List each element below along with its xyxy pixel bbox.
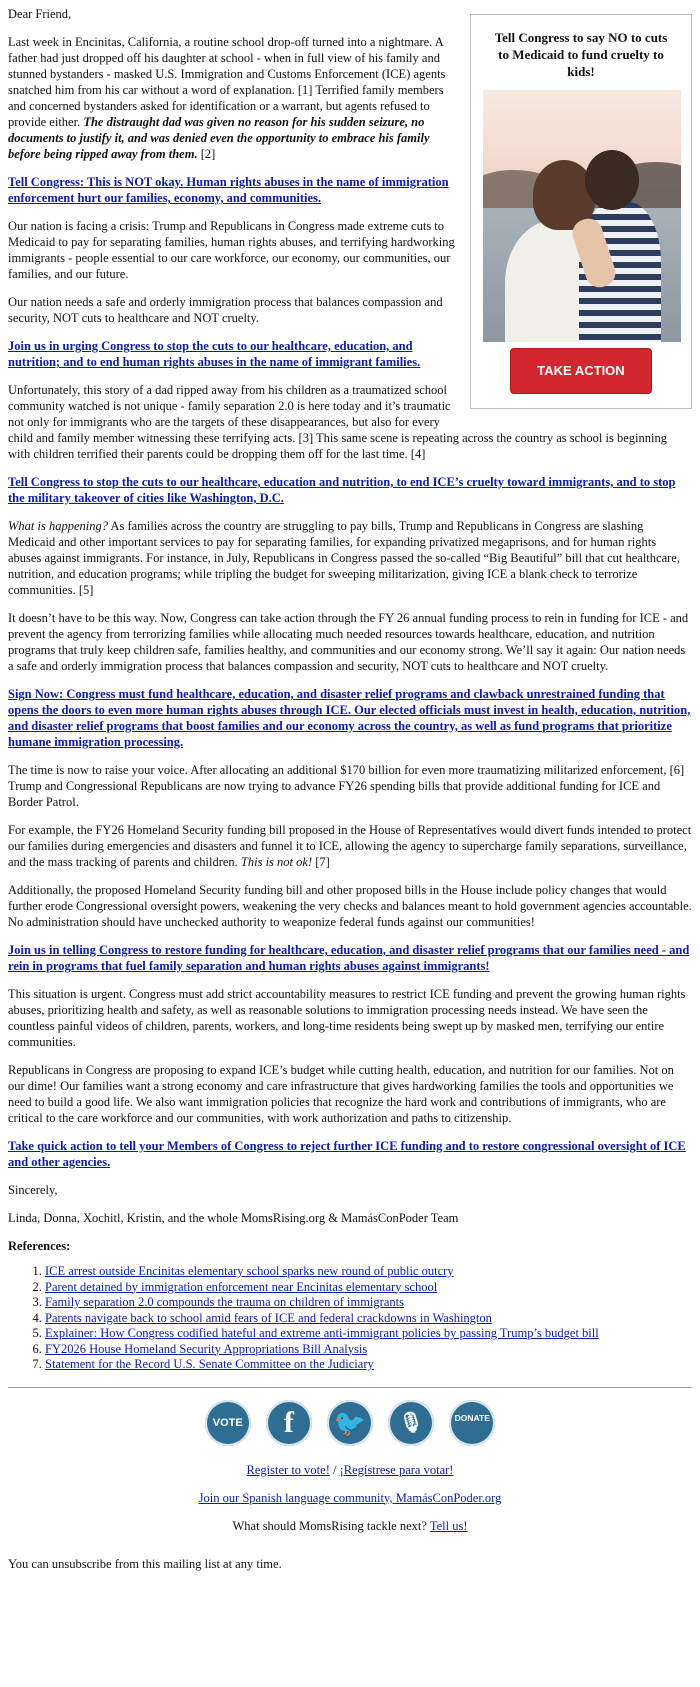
paragraph-raise-voice: The time is now to raise your voice. After allocating an additional $170 billion for even more traumatizing militarized enforcement, [6] Trump and Congressional Republicans are now trying to advance FY26 spending bills that provide additional funding for ICE and Border Patrol.: [8, 763, 685, 809]
tell-congress-link[interactable]: Tell Congress: This is NOT okay. Human rights abuses in the name of immigration enforcement hurt our families, economy, and communities.: [8, 175, 449, 205]
homeland-bill-text: For example, the FY26 Homeland Security funding bill proposed in the House of Representatives would divert funds intended to protect our families during emergencies and disasters and funnel it to ICE, allowing the agency to supercharge family separations, surveillance, and the mass tracking of parents and children.: [8, 823, 692, 869]
reference-item: [45, 1311, 692, 1327]
signature: Linda, Donna, Xochitl, Kristin, and the whole MomsRising.org & MamásConPoder Team: [8, 1211, 459, 1225]
reference-link-4[interactable]: Parents navigate back to school amid fears of ICE and federal crackdowns in Washington: [45, 1310, 492, 1325]
paragraph-homeland-bill: [8, 822, 692, 870]
email-body: [8, 6, 692, 1584]
reference-link-5[interactable]: Explainer: How Congress codified hateful and extreme anti-immigrant policies by passing Trump’s budget bill: [45, 1326, 599, 1340]
paragraph-urgent: This situation is urgent. Congress must add strict accountability measures to restrict ICE funding and prevent the growing human rights abuses, prioritizing health and safety, as well as reasonable solutions to immigration processing needs instead. We have seen the countless painful videos of children, parents, workers, and long-time residents being swept up by masked men, terrifying our entire communities.: [8, 987, 686, 1049]
restore-funding-link[interactable]: Join us in telling Congress to restore funding for healthcare, education, and disaster relief programs that our families need - and rein in programs that fuel family separation and human rights abuses against immigrants!: [8, 943, 690, 973]
urge-congress-link[interactable]: Join us in urging Congress to stop the cuts to our healthcare, education, and nutrition; and to end human rights abuses in the name of immigrant families.: [8, 339, 421, 369]
podcast-microphone-icon[interactable]: 🎙: [388, 1400, 434, 1446]
intro-ref: [2]: [197, 147, 216, 161]
reference-link-6[interactable]: FY2026 House Homeland Security Appropriations Bill Analysis: [45, 1341, 368, 1356]
footer-divider: [8, 1387, 692, 1388]
mother-and-child-photo[interactable]: [483, 90, 681, 342]
take-action-button[interactable]: TAKE ACTION: [510, 348, 652, 394]
reference-link-3[interactable]: Family separation 2.0 compounds the trauma on children of immigrants: [45, 1295, 404, 1309]
sidebar-title: Tell Congress to say NO to cuts to Medicaid to fund cruelty to kids!: [494, 30, 668, 79]
reference-link-1[interactable]: ICE arrest outside Encinitas elementary school sparks new round of public outcry: [45, 1264, 454, 1278]
homeland-bill-emphasis: This is not ok!: [240, 855, 313, 869]
paragraph-oversight: Additionally, the proposed Homeland Security funding bill and other proposed bills in the House include policy changes that would further erode Congressional oversight powers, weakening the very checks and balances meant to hold government agencies accountable. No administration should have unchecked authority to weaponize federal funds against our communities!: [8, 883, 692, 929]
paragraph-safe-process: Our nation needs a safe and orderly immigration process that balances compassion and security, NOT cuts to healthcare and NOT cruelty.: [8, 295, 443, 325]
stop-cuts-link[interactable]: Tell Congress to stop the cuts to our healthcare, education and nutrition, to end ICE’s cruelty toward immigrants, and to stop the military takeover of cities like Washington, D.C.: [8, 475, 676, 505]
donate-icon[interactable]: DONATE: [449, 1400, 495, 1446]
paragraph-family-separation: Unfortunately, this story of a dad ripped away from his children as a traumatized school community watched is not unique - family separation 2.0 is here today and it’s traumatic not only for immigrants who are the targets of these disappearances, but also for every child and family member witnessing these terrifying acts. [3] This same scene is repeating across the country as school is beginning with children terrified their parents could be dropping them off for the last time. [4]: [8, 383, 667, 461]
quick-action-link[interactable]: Take quick action to tell your Members of Congress to reject further ICE funding and to restore congressional oversight of ICE and other agencies.: [8, 1139, 686, 1169]
unsubscribe-notice: You can unsubscribe from this mailing list at any time.: [8, 1556, 282, 1571]
references-heading: References:: [8, 1239, 71, 1253]
registrese-link[interactable]: ¡Regístrese para votar!: [339, 1462, 454, 1477]
paragraph-fy26: It doesn’t have to be this way. Now, Congress can take action through the FY 26 annual funding process to rein in funding for ICE - and prevent the agency from terrorizing families while allocating much needed resources towards healthcare, education, and nutrition programs that truly keep children safe, families healthy, and communities and our economy strong. We’ll say it again: Our nation needs a safe and orderly immigration process that balances compassion and security, NOT cuts to healthcare and NOT cruelty.: [8, 611, 689, 673]
reference-item: [45, 1264, 692, 1280]
reference-item: [45, 1342, 692, 1358]
paragraph-crisis: Our nation is facing a crisis: Trump and Republicans in Congress made extreme cuts to Medicaid to pay for separating families, human rights abuses, and terrifying hardworking immigrants - people essential to our care workforce, our economy, our communities, our families, and our future.: [8, 219, 455, 281]
reference-link-7[interactable]: Statement for the Record U.S. Senate Committee on the Judiciary: [45, 1357, 374, 1371]
spanish-community-link[interactable]: Join our Spanish language community, MamásConPoder.org: [198, 1490, 502, 1505]
register-to-vote-link[interactable]: Register to vote!: [246, 1462, 330, 1477]
reference-item: [45, 1326, 692, 1342]
greeting: Dear Friend,: [8, 7, 72, 21]
paragraph-expand-budget: Republicans in Congress are proposing to expand ICE’s budget while cutting health, education, and nutrition for our families. Not on our dime! Our families want a strong economy and care infrastructure that gives hardworking families the tools and opportunities we need to build a good life. We also want immigration policies that recognize the hard work and contributions of immigrants, who are critical to the care workforce and our communities, with work authorization and paths to citizenship.: [8, 1063, 674, 1125]
closing: Sincerely,: [8, 1183, 58, 1197]
action-sidebar: [470, 14, 692, 409]
footer-icons: [8, 1400, 692, 1452]
twitter-icon[interactable]: 🐦: [327, 1400, 373, 1446]
what-is-happening-text: As families across the country are struggling to pay bills, Trump and Republicans in Congress are slashing Medicaid and other important services to pay for separating families, for expanding privatized megaprisons, and for human rights abuses against immigrants. For instance, in July, Republicans in Congress passed the so-called “Big Beautiful” bill that cut healthcare, nutrition, and education programs; while tripling the budget for sweeping militarization, giving ICE a blank check to terrorize communities. [5]: [8, 519, 680, 597]
register-separator: /: [329, 1462, 340, 1477]
register-line: [8, 1462, 692, 1478]
reference-item: [45, 1357, 692, 1373]
sign-now-link[interactable]: Sign Now: Congress must fund healthcare, education, and disaster relief programs and clawback unrestrained funding that opens the doors to even more human rights abuses through ICE. Our elected officials must invest in health, education, nutrition, and disaster relief programs that boost families and our economy across the country, as well as fund programs that prioritize humane immigration processing.: [8, 687, 691, 749]
what-is-happening-label: What is happening?: [8, 519, 108, 533]
vote-icon[interactable]: VOTE: [205, 1400, 251, 1446]
tell-us-link[interactable]: Tell us!: [429, 1518, 468, 1533]
reference-item: [45, 1280, 692, 1296]
intro-emphasis: The distraught dad was given no reason for his sudden seizure, no documents to justify it, and was denied even the opportunity to embrace his family before being ripped away from them.: [8, 115, 430, 161]
tackle-next-text: What should MomsRising tackle next?: [232, 1518, 430, 1533]
tackle-next-line: [8, 1518, 692, 1534]
intro-text: Last week in Encinitas, California, a routine school drop-off turned into a nightmare. A father had just dropped off his daughter at school - when in full view of his family and stunned bystanders - masked U.S. Immigration and Customs Enforcement (ICE) agents snatched him from his car without a word of explanation. [1] Terrified family members and concerned bystanders asked for identification or a warrant, but agents refused to provide either.: [8, 35, 446, 129]
reference-link-2[interactable]: Parent detained by immigration enforcement near Encinitas elementary school: [45, 1279, 438, 1294]
homeland-bill-ref: [7]: [312, 855, 330, 869]
reference-item: [45, 1295, 692, 1311]
references-list: [8, 1264, 692, 1373]
paragraph-what-is-happening: [8, 518, 692, 598]
facebook-icon[interactable]: f: [266, 1400, 312, 1446]
